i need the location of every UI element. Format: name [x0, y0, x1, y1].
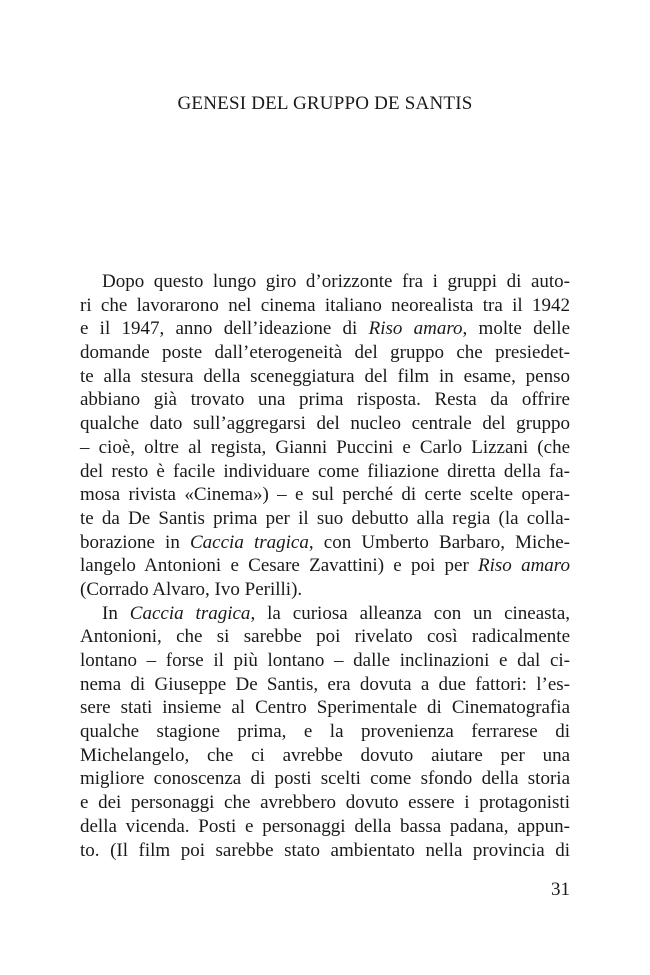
- text-line: Dopo questo lungo giro d’orizzonte fra i gruppi di auto-: [102, 271, 570, 292]
- text-line: nema di Giuseppe De Santis, era dovuta a due fattori: l’es-: [80, 673, 570, 695]
- body-text: [80, 270, 570, 862]
- text-line: – cioè, oltre al regista, Gianni Puccini e Carlo Lizzani (che: [80, 436, 570, 458]
- page-number: 31: [551, 879, 570, 900]
- text-line: mosa rivista «Cinema») – e sul perché di certe scelte opera-: [80, 484, 570, 506]
- text-line: (Corrado Alvaro, Ivo Perilli).: [80, 578, 303, 600]
- text-line: lontano – forse il più lontano – dalle inclinazioni e dal ci-: [80, 650, 570, 671]
- text-line: to. (Il film poi sarebbe stato ambientato nella provincia di: [80, 839, 570, 861]
- text-line: langelo Antonioni e Cesare Zavattini) e poi per Riso amaro: [80, 555, 570, 577]
- text-line: Michelangelo, che ci avrebbe dovuto aiutare per una: [80, 744, 570, 766]
- text-line: borazione in Caccia tragica, con Umberto Barbaro, Miche-: [80, 531, 570, 553]
- text-line: In Caccia tragica, la curiosa alleanza con un cineasta,: [102, 602, 571, 624]
- text-line: Antonioni, che si sarebbe poi rivelato così radicalmente: [80, 626, 570, 648]
- text-line: te da De Santis prima per il suo debutto alla regia (la colla-: [80, 507, 570, 529]
- text-line: ri che lavorarono nel cinema italiano neorealista tra il 1942: [80, 294, 570, 316]
- text-line: della vicenda. Posti e personaggi della bassa padana, appun-: [80, 815, 570, 837]
- text-line: migliore conoscenza di posti scelti come sfondo della storia: [80, 768, 570, 790]
- text-line: qualche dato sull’aggregarsi del nucleo centrale del gruppo: [80, 413, 570, 435]
- text-line: domande poste dall’eterogeneità del gruppo che presiedet-: [80, 342, 570, 364]
- text-line: qualche stagione prima, e la provenienza ferrarese di: [80, 721, 570, 743]
- text-line: sere stati insieme al Centro Sperimentale di Cinematografia: [80, 697, 570, 719]
- text-line: te alla stesura della sceneggiatura del film in esame, penso: [80, 365, 570, 387]
- chapter-title: GENESI DEL GRUPPO DE SANTIS: [177, 93, 473, 114]
- text-line: del resto è facile individuare come filiazione diretta della fa-: [80, 460, 570, 482]
- text-line: e il 1947, anno dell’ideazione di Riso amaro, molte delle: [80, 318, 570, 340]
- text-line: abbiano già trovato una prima risposta. Resta da offrire: [80, 389, 570, 411]
- text-line: e dei personaggi che avrebbero dovuto essere i protagonisti: [80, 792, 570, 814]
